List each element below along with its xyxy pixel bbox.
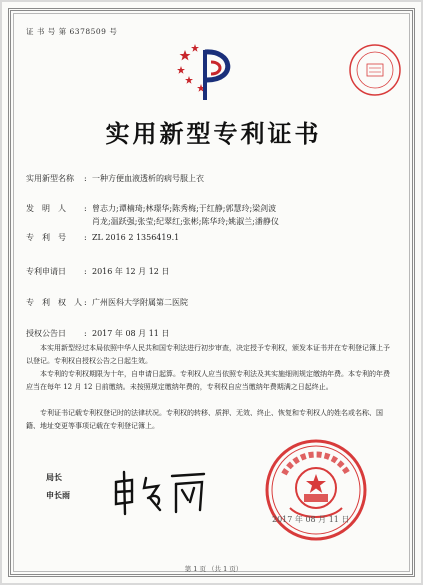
body-paragraph: 本实用新型经过本局依照中华人民共和国专利法进行初步审查，决定授予专利权，颁发本证书并在专利登记簿上予以登记。专利权自授权公告之日起生效。 xyxy=(26,344,390,365)
filing-date-row: 专利申请日 : 2016 年 12 月 12 日 xyxy=(26,267,170,276)
body-paragraph: 本专利的专利权期限为十年，自申请日起算。专利权人应当依照专利法及其实施细则规定缴纳年费。本专利的年费应当在每年 12 月 12 日前缴纳。未按照规定缴纳年费的，专利权自应当缴纳年费期满之日起终止。 xyxy=(26,370,390,391)
field-value: 广州医科大学附属第二医院 xyxy=(92,298,188,307)
director-name: 申长雨 xyxy=(46,490,70,500)
field-label: 专 利 号 xyxy=(26,233,66,242)
field-label: 发 明 人 xyxy=(26,204,66,213)
inventor-row-continued xyxy=(26,216,279,227)
patentee-row: 专 利 权 人 : 广州医科大学附属第二医院 xyxy=(26,298,188,307)
field-value: 肖龙;温跃强;张莹;纪翠红;张彬;陈华玲;姚淑兰;潘静仪 xyxy=(92,217,279,226)
handwritten-signature-icon xyxy=(110,468,210,518)
official-seal-small-icon xyxy=(347,42,403,98)
inventor-row: 发 明 人 : 曾志力;谭楠琦;林璟华;陈秀梅;于红静;郭慧玲;梁剑波 xyxy=(26,204,277,213)
page-footer: 第 1 页 （共 1 页） xyxy=(184,565,243,573)
field-label: 专 利 权 人 xyxy=(26,298,82,307)
patent-office-seal-icon xyxy=(264,438,368,542)
certificate-page xyxy=(2,2,421,583)
field-value: 曾志力;谭楠琦;林璟华;陈秀梅;于红静;郭慧玲;梁剑波 xyxy=(92,204,277,213)
utility-model-name-row: 实用新型名称 : 一种方便血液透析的病号服上衣 xyxy=(26,174,204,183)
grant-date-row: 授权公告日 : 2017 年 08 月 11 日 xyxy=(26,329,170,338)
field-label: 专利申请日 xyxy=(26,267,66,276)
field-value: 一种方便血液透析的病号服上衣 xyxy=(92,174,204,183)
director-title: 局长 xyxy=(46,472,62,482)
certificate-title: 实用新型专利证书 xyxy=(105,119,322,148)
certificate-number: 证 书 号 第 6378509 号 xyxy=(26,27,118,36)
field-label: 实用新型名称 xyxy=(26,174,74,183)
body-paragraph: 专利证书记载专利权登记时的法律状况。专利权的转移、质押、无效、终止、恢复和专利权人的姓名或名称、国籍、地址变更等事项记载在专利登记簿上。 xyxy=(26,409,383,430)
field-value: ZL 2016 2 1356419.1 xyxy=(92,233,180,242)
seal-date: 2017 年 08 月 11 日 xyxy=(272,515,350,524)
patent-number-row: 专 利 号 : ZL 2016 2 1356419.1 xyxy=(26,233,180,242)
field-label: 授权公告日 xyxy=(26,329,66,338)
patent-office-logo-icon xyxy=(177,40,241,106)
field-value: 2016 年 12 月 12 日 xyxy=(92,267,170,276)
field-value: 2017 年 08 月 11 日 xyxy=(92,329,170,338)
